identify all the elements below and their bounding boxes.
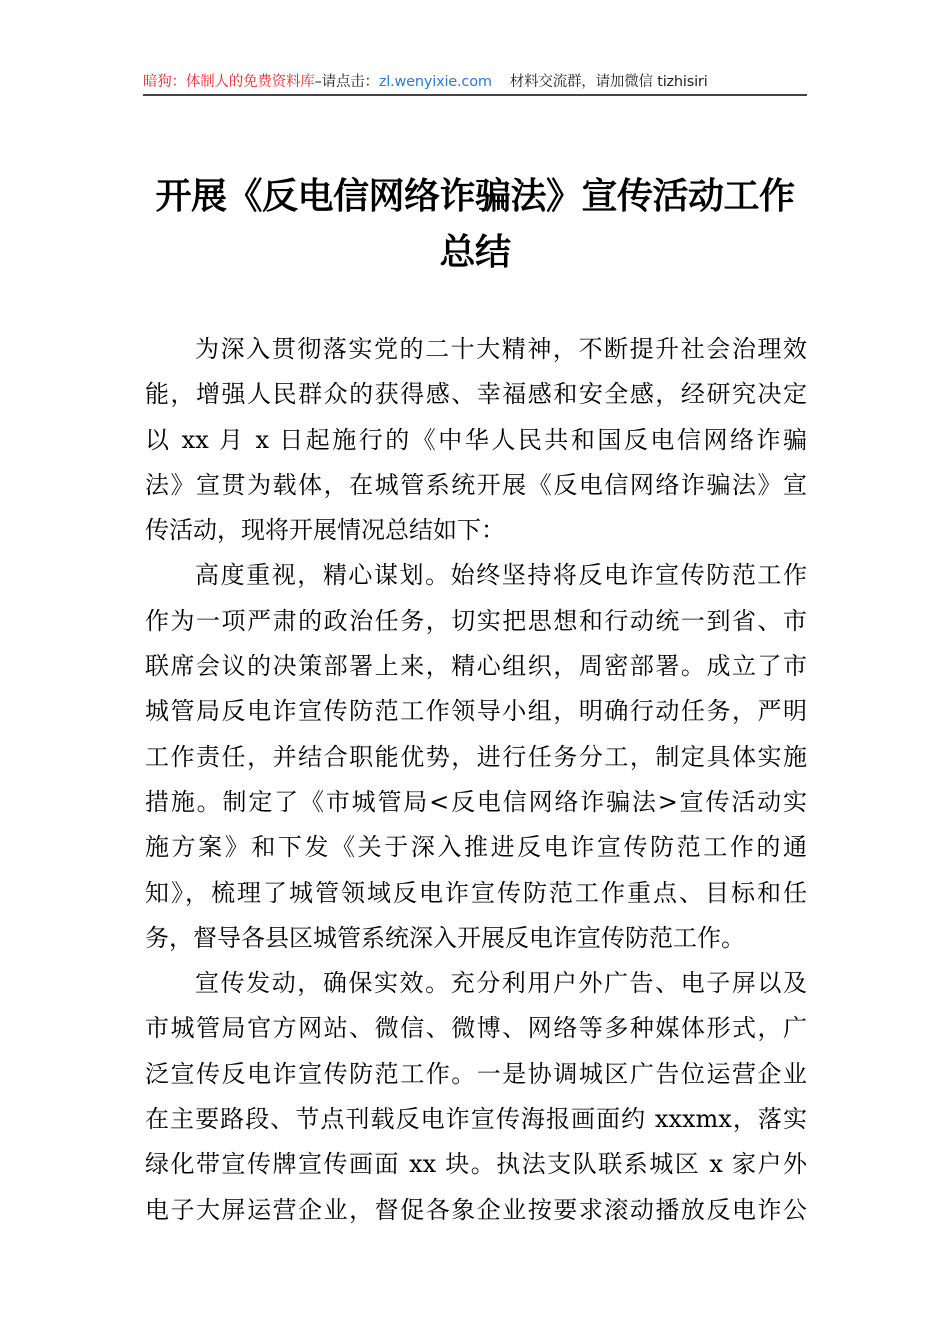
- document-title: [140, 168, 810, 280]
- body-line: 工作责任，并结合职能优势，进行任务分工，制定具体实施: [145, 742, 807, 771]
- promo-header: [143, 70, 807, 94]
- body-line: 市城管局官方网站、微信、微博、网络等多种媒体形式，广: [145, 1014, 807, 1043]
- body-line: 务，督导各县区城管系统深入开展反电诈宣传防范工作。: [145, 923, 745, 952]
- body-line: 能，增强人民群众的获得感、幸福感和安全感，经研究决定: [145, 380, 807, 409]
- document-body: [145, 327, 807, 1233]
- body-line: 措施。制定了《市城管局<反电信网络诈骗法>宣传活动实: [145, 787, 807, 816]
- promo-url-link[interactable]: zl.wenyixie.com: [378, 74, 492, 90]
- promo-click-label: –请点击：: [314, 74, 379, 90]
- body-line: 在主要路段、节点刊载反电诈宣传海报画面约 xxxmx，落实: [145, 1105, 807, 1134]
- header-divider: [143, 94, 807, 96]
- body-line: 法》宣贯为载体，在城管系统开展《反电信网络诈骗法》宣: [145, 470, 807, 499]
- body-line: 泛宣传反电诈宣传防范工作。一是协调城区广告位运营企业: [145, 1059, 807, 1088]
- body-line: 以 xx 月 x 日起施行的《中华人民共和国反电信网络诈骗: [145, 425, 807, 454]
- body-line: 联席会议的决策部署上来，精心组织，周密部署。成立了市: [145, 652, 807, 681]
- promo-contact-text: 材料交流群，请加微信 tizhisiri: [509, 74, 708, 90]
- body-line: 传活动，现将开展情况总结如下：: [145, 516, 505, 545]
- body-line: 城管局反电诈宣传防范工作领导小组，明确行动任务，严明: [145, 697, 807, 726]
- body-line: 作为一项严肃的政治任务，切实把思想和行动统一到省、市: [145, 606, 807, 635]
- body-line: 施方案》和下发《关于深入推进反电诈宣传防范工作的通: [145, 833, 807, 862]
- body-line: 电子大屏运营企业，督促各象企业按要求滚动播放反电诈公: [145, 1195, 807, 1224]
- body-line: 为深入贯彻落实党的二十大精神，不断提升社会治理效: [195, 335, 807, 363]
- body-line: 宣传发动，确保实效。充分利用户外广告、电子屏以及: [195, 969, 807, 998]
- body-line: 知》，梳理了城管领域反电诈宣传防范工作重点、目标和任: [145, 878, 807, 907]
- body-line: 高度重视，精心谋划。始终坚持将反电诈宣传防范工作: [195, 561, 807, 590]
- title-line-2: 总结: [439, 231, 511, 273]
- body-line: 绿化带宣传牌宣传画面 xx 块。执法支队联系城区 x 家户外: [145, 1150, 807, 1179]
- promo-site-name: 暗狗：体制人的免费资料库: [143, 74, 315, 90]
- title-line-1: 开展《反电信网络诈骗法》宣传活动工作: [155, 175, 795, 217]
